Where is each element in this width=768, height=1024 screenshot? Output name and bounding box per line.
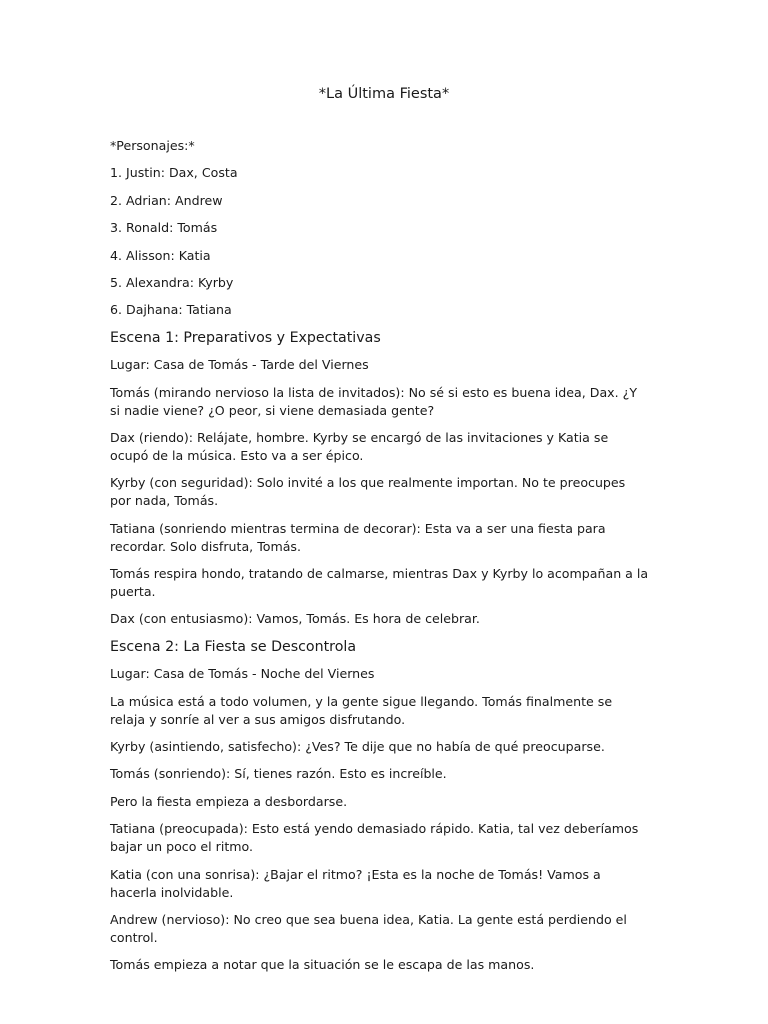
scene-1-location: Lugar: Casa de Tomás - Tarde del Viernes (110, 357, 369, 373)
scene-2-heading: Escena 2: La Fiesta se Descontrola (110, 638, 357, 655)
dialogue-paragraph: Tomás (sonriendo): Sí, tienes razón. Esto es increíble. (110, 766, 447, 782)
scene-1-heading: Escena 1: Preparativos y Expectativas (110, 329, 381, 346)
character-item: 5. Alexandra: Kyrby (110, 274, 234, 290)
dialogue-paragraph: Dax (riendo): Relájate, hombre. Kyrby se encargó de las invitaciones y Katia se ocupó de la música. Esto va a ser épico. (110, 429, 609, 463)
dialogue-paragraph: Dax (con entusiasmo): Vamos, Tomás. Es hora de celebrar. (110, 611, 480, 627)
character-item: 6. Dajhana: Tatiana (110, 302, 232, 318)
stage-direction: La música está a todo volumen, y la gente sigue llegando. Tomás finalmente se relaja y sonríe al ver a sus amigos disfrutando. (110, 693, 613, 727)
document-body (110, 137, 650, 984)
dialogue-paragraph: Tatiana (sonriendo mientras termina de decorar): Esta va a ser una fiesta para recordar. Solo disfruta, Tomás. (110, 520, 606, 554)
character-item: 1. Justin: Dax, Costa (110, 165, 238, 181)
character-item: 3. Ronald: Tomás (110, 220, 218, 236)
stage-direction: Tomás empieza a notar que la situación se le escapa de las manos. (110, 957, 535, 973)
scene-2-location: Lugar: Casa de Tomás - Noche del Viernes (110, 666, 375, 682)
character-item: 4. Alisson: Katia (110, 247, 211, 263)
dialogue-paragraph: Tatiana (preocupada): Esto está yendo demasiado rápido. Katia, tal vez deberíamos bajar un poco el ritmo. (110, 821, 639, 855)
dialogue-paragraph: Andrew (nervioso): No creo que sea buena idea, Katia. La gente está perdiendo el control. (110, 911, 627, 945)
dialogue-paragraph: Kyrby (asintiendo, satisfecho): ¿Ves? Te dije que no había de qué preocuparse. (110, 739, 605, 755)
stage-direction: Pero la fiesta empieza a desbordarse. (110, 793, 348, 809)
dialogue-paragraph: Tomás (mirando nervioso la lista de invitados): No sé si esto es buena idea, Dax. ¿Y si nadie viene? ¿O peor, si viene demasiada gente? (110, 384, 638, 418)
stage-direction: Tomás respira hondo, tratando de calmarse, mientras Dax y Kyrby lo acompañan a la puerta. (110, 566, 649, 600)
dialogue-paragraph: Katia (con una sonrisa): ¿Bajar el ritmo? ¡Esta es la noche de Tomás! Vamos a hacerla inolvidable. (110, 866, 601, 900)
characters-header: *Personajes:* (110, 138, 195, 153)
dialogue-paragraph: Kyrby (con seguridad): Solo invité a los que realmente importan. No te preocupes por nada, Tomás. (110, 475, 626, 509)
document-title: *La Última Fiesta* (318, 86, 450, 102)
character-item: 2. Adrian: Andrew (110, 192, 223, 208)
